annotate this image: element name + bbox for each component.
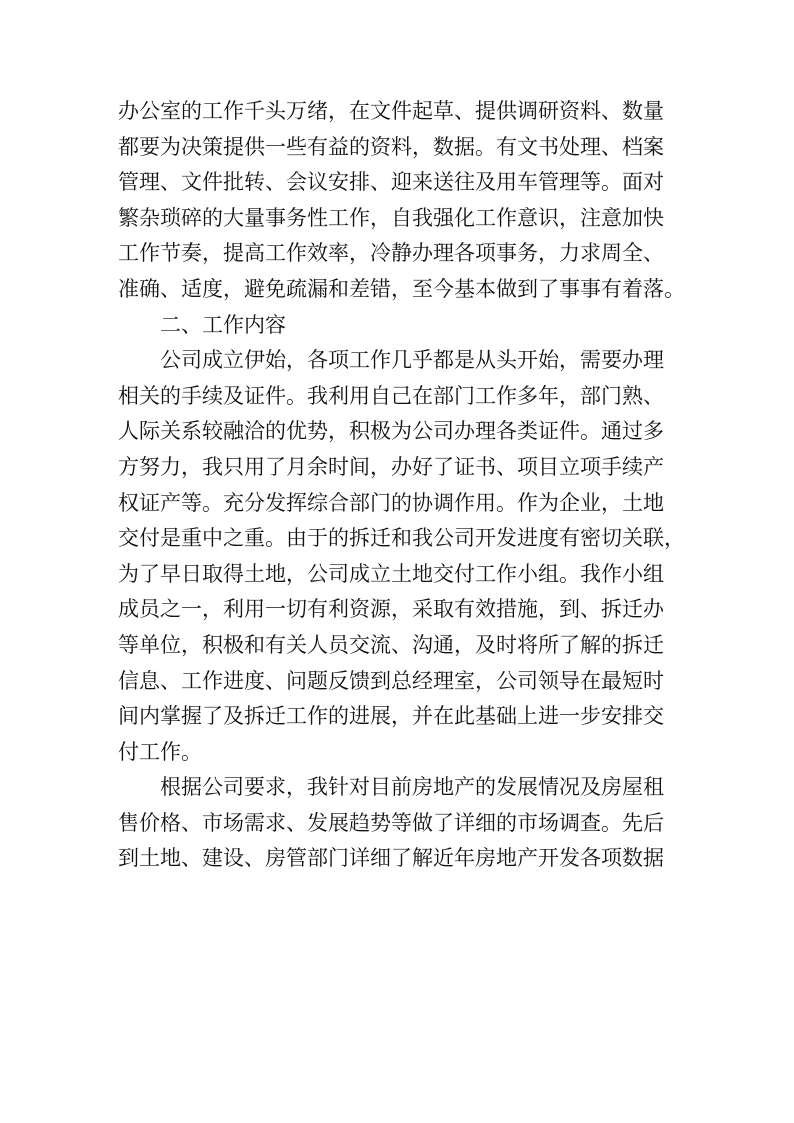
text-line: 准确、适度，避免疏漏和差错，至今基本做到了事事有着落。 (118, 276, 685, 301)
text-line: 为了早日取得土地，公司成立土地交付工作小组。我作小组 (118, 561, 664, 586)
text-line: 付工作。 (118, 739, 202, 764)
text-line: 公司成立伊始，各项工作几乎都是从头开始，需要办理 (160, 348, 664, 373)
text-line: 相关的手续及证件。我利用自己在部门工作多年，部门熟、 (118, 383, 664, 408)
text-line: 交付是重中之重。由于的拆迁和我公司开发进度有密切关联， (118, 526, 685, 551)
text-line: 间内掌握了及拆迁工作的进展，并在此基础上进一步安排交 (118, 704, 664, 729)
text-line: 管理、文件批转、会议安排、迎来送往及用车管理等。面对 (118, 170, 664, 195)
text-line: 都要为决策提供一些有益的资料，数据。有文书处理、档案 (118, 134, 664, 159)
body-text (118, 94, 698, 877)
text-line: 工作节奏，提高工作效率，冷静办理各项事务，力求周全、 (118, 241, 664, 266)
text-line: 繁杂琐碎的大量事务性工作，自我强化工作意识，注意加快 (118, 205, 664, 230)
section-heading: 二、工作内容 (160, 312, 286, 337)
text-line: 等单位，积极和有关人员交流、沟通，及时将所了解的拆迁 (118, 632, 664, 657)
text-line: 方努力，我只用了月余时间，办好了证书、项目立项手续产 (118, 454, 664, 479)
text-line: 根据公司要求，我针对目前房地产的发展情况及房屋租 (160, 775, 664, 800)
text-line: 成员之一，利用一切有利资源，采取有效措施，到、拆迁办 (118, 597, 664, 622)
text-line: 售价格、市场需求、发展趋势等做了详细的市场调查。先后 (118, 810, 664, 835)
text-line: 办公室的工作千头万绪，在文件起草、提供调研资料、数量 (118, 99, 664, 123)
text-line: 人际关系较融洽的优势，积极为公司办理各类证件。通过多 (118, 419, 664, 444)
text-line: 权证产等。充分发挥综合部门的协调作用。作为企业，土地 (118, 490, 664, 515)
text-line: 到土地、建设、房管部门详细了解近年房地产开发各项数据 (118, 846, 664, 871)
text-line: 信息、工作进度、问题反馈到总经理室，公司领导在最短时 (118, 668, 664, 693)
